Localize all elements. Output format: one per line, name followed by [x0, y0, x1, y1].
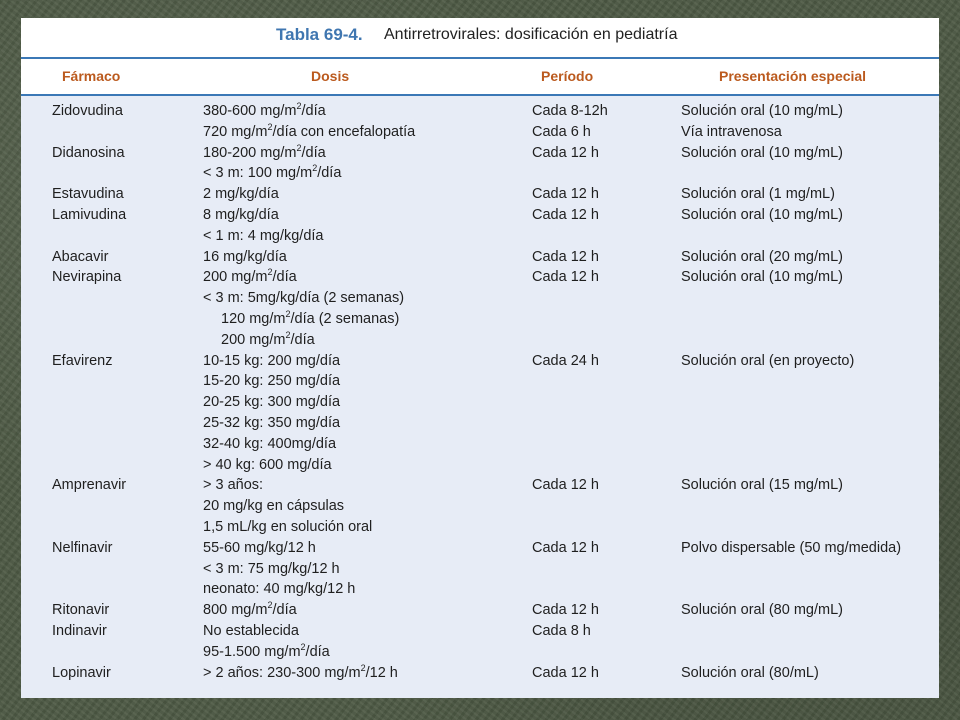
cell-dosis: 15-20 kg: 250 mg/día [203, 373, 341, 390]
table-panel [21, 18, 939, 698]
cell-farmaco: Abacavir [52, 248, 109, 265]
cell-dosis: 2 mg/kg/día [203, 186, 279, 203]
cell-dosis: > 2 años: 230-300 $mg/m^2/12$ h [203, 662, 398, 681]
table-row [21, 539, 939, 560]
cell-presentacion: Vía intravenosa [681, 123, 782, 140]
cell-periodo: Cada 12 h [532, 539, 599, 556]
caption-title: Antirretrovirales: dosificación en pediatría [384, 26, 678, 43]
cell-presentacion: Solución oral (80/mL) [681, 664, 819, 681]
cell-farmaco: Lamivudina [52, 206, 127, 223]
cell-farmaco: Efavirenz [52, 352, 113, 369]
cell-presentacion: Polvo dispersable (50 mg/medida) [681, 539, 902, 556]
cell-dosis: < 3 m: 75 mg/kg/12 h [203, 560, 340, 577]
table-row [21, 164, 939, 185]
table-row [21, 456, 939, 477]
cell-dosis: 720 $mg/m^2$/día con encefalopatía [203, 121, 416, 140]
cell-presentacion: Solución oral (en proyecto) [681, 352, 855, 369]
cell-farmaco: Indinavir [52, 622, 107, 639]
header-dosis: Dosis [311, 68, 350, 84]
table-header [21, 59, 939, 96]
cell-dosis: < 1 m: 4 mg/kg/día [203, 227, 324, 244]
header-presentacion: Presentación especial [719, 68, 867, 84]
header-periodo: Período [541, 68, 594, 84]
table-row [21, 331, 939, 352]
cell-periodo: Cada 8 h [532, 622, 591, 639]
cell-dosis: 20-25 kg: 300 mg/día [203, 394, 341, 411]
cell-dosis: 800 $mg/m^2$/día [203, 600, 297, 619]
cell-presentacion: Solución oral (20 mg/mL) [681, 248, 843, 265]
table-row [21, 102, 939, 123]
cell-periodo: Cada 12 h [532, 248, 599, 265]
table-caption [21, 18, 939, 59]
cell-farmaco: Nelfinavir [52, 539, 113, 556]
cell-dosis: 200 $mg/m^2$/día [203, 267, 297, 286]
cell-farmaco: Lopinavir [52, 664, 111, 681]
cell-farmaco: Estavudina [52, 186, 124, 203]
cell-dosis: > 40 kg: 600 mg/día [203, 456, 332, 473]
cell-presentacion: Solución oral (10 mg/mL) [681, 269, 843, 286]
cell-periodo: Cada 8-12h [532, 103, 608, 119]
cell-presentacion: Solución oral (10 mg/mL) [681, 206, 843, 223]
table-row [21, 123, 939, 144]
table-row [21, 352, 939, 373]
table-row [21, 289, 939, 310]
table-row [21, 560, 939, 581]
cell-presentacion: Solución oral (10 mg/mL) [681, 144, 843, 161]
table-row [21, 601, 939, 622]
cell-dosis: 1,5 mL/kg en solución oral [203, 518, 373, 535]
table-row [21, 664, 939, 685]
table-row [21, 435, 939, 456]
table-row [21, 518, 939, 539]
cell-periodo: Cada 12 h [532, 602, 599, 619]
cell-farmaco: Zidovudina [52, 103, 123, 119]
table-row [21, 622, 939, 643]
table-row [21, 268, 939, 289]
table-row [21, 144, 939, 165]
cell-dosis: 8 mg/kg/día [203, 206, 279, 223]
cell-periodo: Cada 12 h [532, 144, 599, 161]
cell-dosis: < 3 m: 5mg/kg/día (2 semanas) [203, 290, 405, 307]
table-row [21, 476, 939, 497]
cell-dosis: > 3 años: [203, 477, 264, 494]
cell-dosis: 10-15 kg: 200 mg/día [203, 352, 341, 369]
cell-farmaco: Ritonavir [52, 602, 110, 619]
cell-dosis: 20 mg/kg en cápsulas [203, 498, 345, 515]
table-body [21, 102, 939, 684]
cell-periodo: Cada 12 h [532, 269, 599, 286]
table-row [21, 310, 939, 331]
table-row [21, 580, 939, 601]
cell-dosis: 120 $mg/m^2$/día (2 semanas) [221, 308, 400, 327]
cell-presentacion: Solución oral (80 mg/mL) [681, 602, 843, 619]
cell-dosis: < 3 m: 100 $mg/m^2$/día [203, 163, 342, 182]
cell-dosis: No establecida [203, 622, 299, 639]
table-row [21, 643, 939, 664]
table-row [21, 497, 939, 518]
table-row [21, 206, 939, 227]
cell-dosis: 95-1.500 $mg/m^2$/día [203, 641, 330, 660]
cell-presentacion: Solución oral (1 mg/mL) [681, 186, 835, 203]
table-row [21, 372, 939, 393]
cell-periodo: Cada 12 h [532, 477, 599, 494]
table-row [21, 393, 939, 414]
cell-dosis: 200 $mg/m^2$/día [221, 329, 315, 348]
cell-periodo: Cada 12 h [532, 664, 599, 681]
cell-farmaco: Didanosina [52, 144, 125, 161]
cell-dosis: neonato: 40 mg/kg/12 h [203, 581, 356, 598]
cell-farmaco: Nevirapina [52, 269, 122, 286]
table-row [21, 227, 939, 248]
cell-periodo: Cada 12 h [532, 206, 599, 223]
cell-dosis: 380-600 $mg/m^2$/día [203, 101, 326, 119]
cell-dosis: 180-200 $mg/m^2$/día [203, 142, 326, 161]
cell-presentacion: Solución oral (10 mg/mL) [681, 103, 843, 119]
cell-dosis: 55-60 mg/kg/12 h [203, 539, 316, 556]
cell-dosis: 16 mg/kg/día [203, 248, 287, 265]
table-row [21, 414, 939, 435]
cell-dosis: 25-32 kg: 350 mg/día [203, 414, 341, 431]
header-farmaco: Fármaco [62, 68, 121, 84]
cell-periodo: Cada 12 h [532, 186, 599, 203]
table-row [21, 185, 939, 206]
cell-farmaco: Amprenavir [52, 477, 127, 494]
table-row [21, 248, 939, 269]
cell-dosis: 32-40 kg: 400mg/día [203, 435, 337, 452]
cell-periodo: Cada 24 h [532, 352, 599, 369]
cell-presentacion: Solución oral (15 mg/mL) [681, 477, 843, 494]
cell-periodo: Cada 6 h [532, 123, 591, 140]
caption-number: Tabla 69-4. [276, 25, 363, 44]
